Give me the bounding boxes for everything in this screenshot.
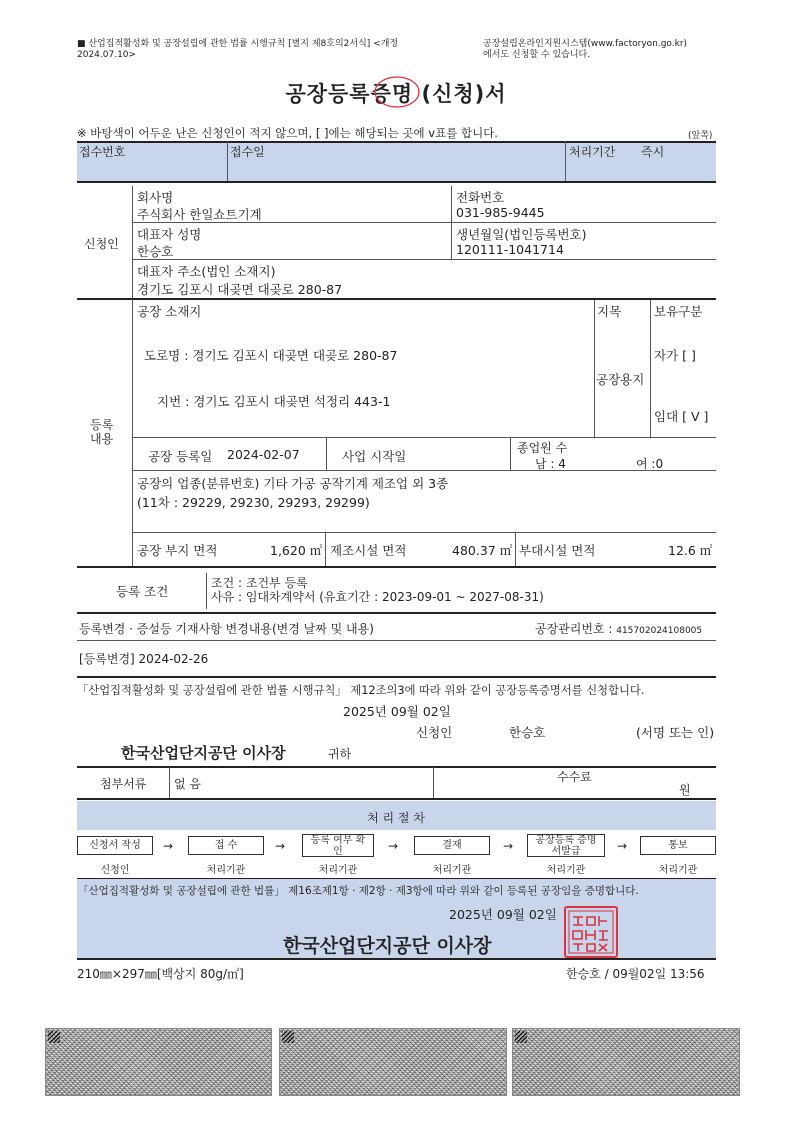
manufacturing-area-label: 제조시설 면적 <box>330 543 407 558</box>
title-part3: (신청)서 <box>413 82 507 106</box>
registration-section-label <box>90 418 113 446</box>
page-side-label: (앞쪽) <box>688 131 713 141</box>
conditions-details <box>211 576 544 604</box>
birth-date-value: 120111-1041714 <box>456 242 564 257</box>
site-area-value: 1,620 ㎡ <box>270 543 323 558</box>
step-actor-5: 처리기관 <box>546 865 586 876</box>
step-box-6 <box>640 836 716 855</box>
declaration-applicant-name: 한승호 <box>509 725 546 740</box>
step-actor-4: 처리기관 <box>432 865 472 876</box>
step-actor-2: 처리기관 <box>206 865 246 876</box>
step-actor-3: 처리기관 <box>318 865 358 876</box>
declaration-text: 「산업집적활성화 및 공장설립에 관한 법률 시행규칙」 제12조의3에 따라 위와 같이 공장등록증명서를 신청합니다. <box>77 684 645 697</box>
representative-address-value: 경기도 김포시 대곶면 대곶로 280-87 <box>137 282 343 297</box>
conditions-label: 등록 조건 <box>116 584 169 599</box>
declaration-date: 2025년 09월 02일 <box>343 704 451 719</box>
step-label-5: 공장등록 증명서발급 <box>535 835 597 857</box>
conditions-line1: 조건 : 조건부 등록 <box>211 576 308 590</box>
security-code-3 <box>512 1028 740 1096</box>
step-box-3 <box>302 834 374 857</box>
auxiliary-area-value: 12.6 ㎡ <box>668 543 713 558</box>
law-reference-date: 2024.07.10> <box>77 50 137 60</box>
processing-period-label: 처리기간 <box>569 145 616 159</box>
employees-female: 여 :0 <box>636 457 664 471</box>
step-arrow-3: → <box>388 839 399 853</box>
management-number-value: 415702024108005 <box>616 626 703 636</box>
step-box-1 <box>77 836 153 855</box>
security-code-1 <box>45 1028 272 1096</box>
certification-text: 「산업집적활성화 및 공장설립에 관한 법률」 제16조제1항 · 제2항 · 제3항에 따라 위와 같이 등록된 공장임을 증명합니다. <box>78 885 639 897</box>
management-number-label: 공장관리번호 : <box>535 622 617 636</box>
phone-value: 031-985-9445 <box>456 205 545 220</box>
step-box-4 <box>414 836 490 855</box>
representative-name-value: 한승호 <box>137 244 174 259</box>
step-label-3: 등록 여부 확인 <box>310 835 366 857</box>
fee-label: 수수료 <box>557 770 592 784</box>
company-name-label: 회사명 <box>137 190 174 205</box>
security-code-2 <box>279 1028 507 1096</box>
notice-text: ※ 바탕색이 어두운 난은 신청인이 적지 않으며, [ ]에는 해당되는 곳에 v표를 합니다. <box>77 126 498 140</box>
step-actor-1: 신청인 <box>100 865 130 876</box>
factory-location-label: 공장 소재지 <box>137 304 202 319</box>
employees-label: 종업원 수 <box>517 441 568 455</box>
recipient-name: 한국산업단지공단 이사장 <box>121 744 286 762</box>
industry-line2: (11차 : 29229, 29230, 29293, 29299) <box>137 495 370 510</box>
applicant-section-label: 신청인 <box>84 237 119 251</box>
procedure-title: 처 리 절 차 <box>367 811 425 825</box>
receipt-date-label: 접수일 <box>230 145 265 159</box>
step-arrow-2: → <box>275 839 286 853</box>
declaration-applicant-label: 신청인 <box>416 725 453 740</box>
online-system-line1: 공장설립온라인지원시스템(www.factoryon.go.kr) <box>483 39 688 49</box>
certification-date: 2025년 09월 02일 <box>449 907 557 922</box>
step-label-6: 통보 <box>668 840 688 851</box>
title-part1: 공장등록 <box>285 82 371 106</box>
change-entry: [등록변경] 2024-02-26 <box>79 652 209 666</box>
check-circle-mark <box>372 74 422 110</box>
ownership-owned: 자가 [ ] <box>654 348 696 363</box>
issuer-name: 한국산업단지공단 이사장 <box>283 935 492 957</box>
registration-label-line2: 내용 <box>90 432 114 446</box>
step-box-2 <box>188 836 264 855</box>
online-system-line2: 에서도 신청할 수 있습니다. <box>483 50 591 60</box>
road-address-value: 도로명 : 경기도 김포시 대곶면 대곶로 280-87 <box>144 348 398 363</box>
land-category-label: 지목 <box>597 304 622 319</box>
step-arrow-5: → <box>617 839 628 853</box>
receipt-row <box>77 141 716 181</box>
recipient-suffix: 귀하 <box>328 747 352 761</box>
online-system-note <box>483 39 687 61</box>
lot-address-value: 지번 : 경기도 김포시 대곶면 석정리 443-1 <box>157 394 391 409</box>
registration-date-value: 2024-02-07 <box>227 447 300 462</box>
business-start-label: 사업 시작일 <box>342 449 407 464</box>
changes-label: 등록변경 · 증설등 기재사항 변경내용(변경 날짜 및 내용) <box>79 622 374 636</box>
title-part2-circled: 증명 <box>370 82 414 106</box>
attachments-label: 첨부서류 <box>100 777 147 791</box>
ownership-label: 보유구분 <box>654 304 703 319</box>
law-reference-text: ■ 산업집적활성화 및 공장설립에 관한 법률 시행규칙 [별지 제8호의2서식] <개정 <box>77 39 399 49</box>
paper-spec: 210㎜×297㎜[백상지 80g/㎡] <box>77 967 244 981</box>
manufacturing-area-value: 480.37 ㎡ <box>452 543 513 558</box>
auxiliary-area-label: 부대시설 면적 <box>519 543 596 558</box>
step-label-2: 접 수 <box>214 840 238 851</box>
fee-unit: 원 <box>679 783 691 797</box>
attachments-value: 없 음 <box>174 777 201 791</box>
land-category-value: 공장용지 <box>596 372 645 387</box>
phone-label: 전화번호 <box>456 190 505 205</box>
step-actor-6: 처리기관 <box>658 865 698 876</box>
law-reference <box>77 39 398 61</box>
print-stamp: 한승호 / 09월02일 13:56 <box>566 967 705 981</box>
industry-line1: 공장의 업종(분류번호) 기타 가공 공작기계 제조업 외 3종 <box>137 476 449 491</box>
step-label-1: 신청서 작성 <box>89 840 141 851</box>
step-box-5 <box>527 834 605 857</box>
step-arrow-1: → <box>163 839 174 853</box>
step-label-4: 결재 <box>442 840 462 851</box>
employees-male: 남 : 4 <box>535 457 566 471</box>
management-number <box>535 620 702 637</box>
receipt-number-label: 접수번호 <box>79 145 126 159</box>
step-arrow-4: → <box>503 839 514 853</box>
processing-period-value: 즉시 <box>641 145 665 159</box>
registration-label-line1: 등록 <box>90 418 114 432</box>
representative-address-label: 대표자 주소(법인 소재지) <box>137 264 276 279</box>
official-seal <box>563 905 619 959</box>
sign-label: (서명 또는 인) <box>636 725 715 740</box>
representative-name-label: 대표자 성명 <box>137 227 202 242</box>
registration-date-label: 공장 등록일 <box>148 449 213 464</box>
ownership-leased: 임대 [ V ] <box>654 409 709 424</box>
conditions-line2: 사유 : 임대차계약서 (유효기간 : 2023-09-01 ~ 2027-08-31) <box>211 590 544 604</box>
birth-date-label: 생년월일(법인등록번호) <box>456 227 587 242</box>
company-name-value: 주식회사 한일쇼트기계 <box>137 207 262 222</box>
site-area-label: 공장 부지 면적 <box>137 543 218 558</box>
